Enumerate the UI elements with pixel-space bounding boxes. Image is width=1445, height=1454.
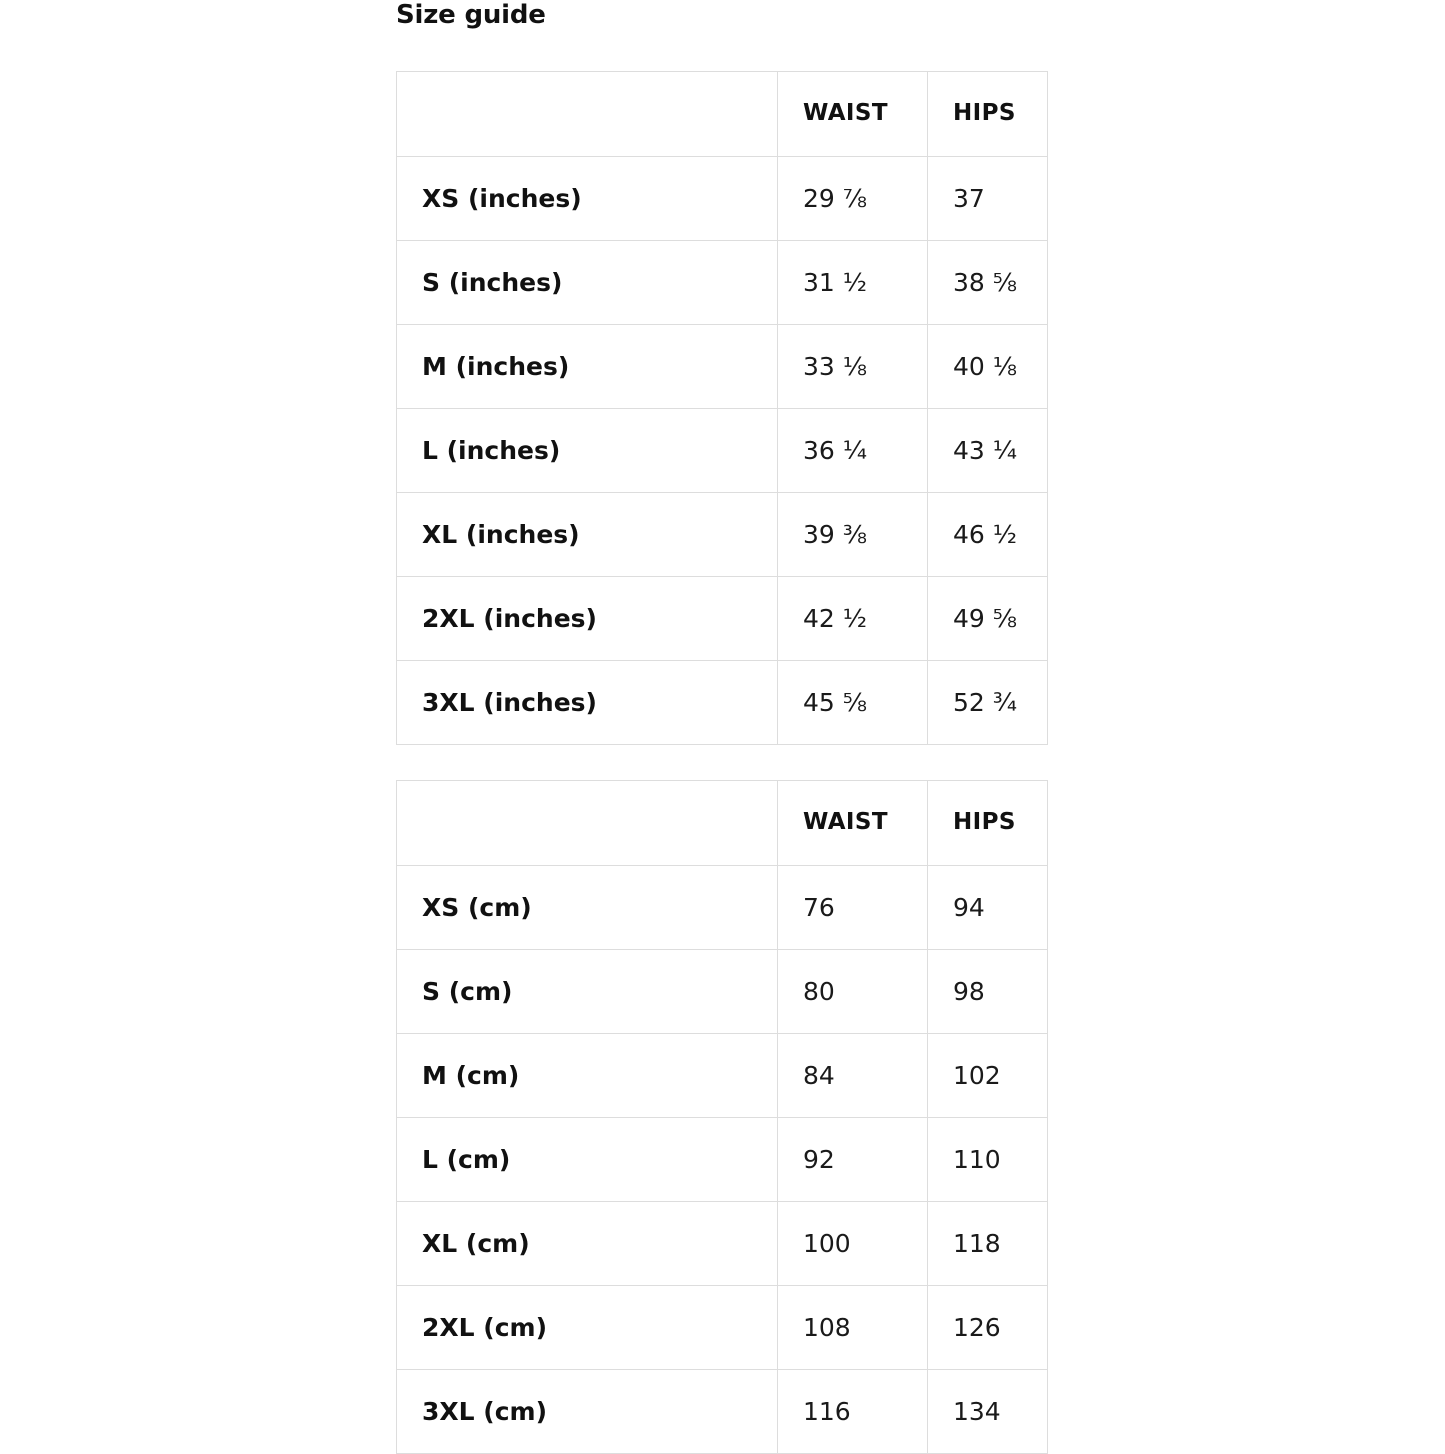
cell-hips-m-inches: 40 ⅛	[928, 325, 1048, 409]
table-row	[397, 1118, 1048, 1202]
row-label-s-cm: S (cm)	[397, 950, 778, 1034]
cell-waist-2xl-inches: 42 ½	[778, 577, 928, 661]
row-label-l-inches: L (inches)	[397, 409, 778, 493]
cell-hips-2xl-inches: 49 ⅝	[928, 577, 1048, 661]
column-header-blank	[397, 781, 778, 866]
row-label-2xl-inches: 2XL (inches)	[397, 577, 778, 661]
table-row	[397, 1034, 1048, 1118]
table-row	[397, 1202, 1048, 1286]
size-table-inches	[396, 71, 1048, 745]
size-table-inches-wrapper	[396, 71, 1047, 745]
size-table-cm	[396, 780, 1048, 1454]
cell-waist-s-inches: 31 ½	[778, 241, 928, 325]
table-row	[397, 157, 1048, 241]
row-label-2xl-cm: 2XL (cm)	[397, 1286, 778, 1370]
cell-waist-3xl-cm: 116	[778, 1370, 928, 1454]
cell-waist-l-cm: 92	[778, 1118, 928, 1202]
cell-waist-2xl-cm: 108	[778, 1286, 928, 1370]
cell-waist-s-cm: 80	[778, 950, 928, 1034]
row-label-l-cm: L (cm)	[397, 1118, 778, 1202]
cell-waist-m-cm: 84	[778, 1034, 928, 1118]
table-row	[397, 866, 1048, 950]
cell-waist-xs-inches: 29 ⅞	[778, 157, 928, 241]
cell-hips-s-inches: 38 ⅝	[928, 241, 1048, 325]
row-label-xl-cm: XL (cm)	[397, 1202, 778, 1286]
row-label-xl-inches: XL (inches)	[397, 493, 778, 577]
row-label-3xl-cm: 3XL (cm)	[397, 1370, 778, 1454]
table-row	[397, 1286, 1048, 1370]
row-label-m-cm: M (cm)	[397, 1034, 778, 1118]
row-label-m-inches: M (inches)	[397, 325, 778, 409]
table-row	[397, 325, 1048, 409]
cell-waist-3xl-inches: 45 ⅝	[778, 661, 928, 745]
column-header-waist: WAIST	[778, 72, 928, 157]
cell-hips-xs-cm: 94	[928, 866, 1048, 950]
size-table-inches-header	[397, 72, 1048, 157]
cell-hips-3xl-cm: 134	[928, 1370, 1048, 1454]
table-row	[397, 241, 1048, 325]
cell-waist-xl-inches: 39 ⅜	[778, 493, 928, 577]
cell-hips-s-cm: 98	[928, 950, 1048, 1034]
table-row	[397, 577, 1048, 661]
cell-waist-xs-cm: 76	[778, 866, 928, 950]
cell-hips-l-cm: 110	[928, 1118, 1048, 1202]
cell-hips-xl-inches: 46 ½	[928, 493, 1048, 577]
row-label-3xl-inches: 3XL (inches)	[397, 661, 778, 745]
cell-hips-3xl-inches: 52 ¾	[928, 661, 1048, 745]
column-header-blank	[397, 72, 778, 157]
cell-waist-xl-cm: 100	[778, 1202, 928, 1286]
size-table-cm-wrapper	[396, 780, 1047, 1454]
table-row	[397, 661, 1048, 745]
row-label-xs-cm: XS (cm)	[397, 866, 778, 950]
table-row	[397, 1370, 1048, 1454]
column-header-hips: HIPS	[928, 72, 1048, 157]
column-header-waist: WAIST	[778, 781, 928, 866]
cell-waist-m-inches: 33 ⅛	[778, 325, 928, 409]
cell-hips-xs-inches: 37	[928, 157, 1048, 241]
table-header-row	[397, 72, 1048, 157]
table-row	[397, 493, 1048, 577]
cell-hips-m-cm: 102	[928, 1034, 1048, 1118]
cell-hips-xl-cm: 118	[928, 1202, 1048, 1286]
cell-hips-2xl-cm: 126	[928, 1286, 1048, 1370]
column-header-hips: HIPS	[928, 781, 1048, 866]
size-table-inches-body	[397, 157, 1048, 745]
row-label-s-inches: S (inches)	[397, 241, 778, 325]
table-header-row	[397, 781, 1048, 866]
row-label-xs-inches: XS (inches)	[397, 157, 778, 241]
page-title: Size guide	[396, 0, 546, 30]
cell-waist-l-inches: 36 ¼	[778, 409, 928, 493]
size-table-cm-header	[397, 781, 1048, 866]
table-row	[397, 950, 1048, 1034]
cell-hips-l-inches: 43 ¼	[928, 409, 1048, 493]
table-row	[397, 409, 1048, 493]
size-table-cm-body	[397, 866, 1048, 1454]
